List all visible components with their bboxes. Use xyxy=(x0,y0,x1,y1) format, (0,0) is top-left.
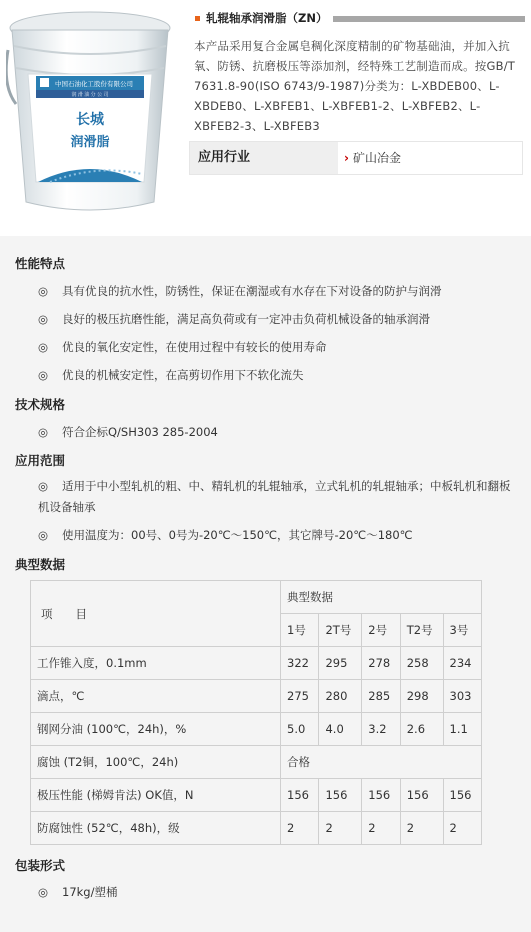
title-marker-icon xyxy=(195,16,200,21)
application-value-text: 矿山冶金 xyxy=(352,151,401,165)
application-label: 应用行业 xyxy=(190,142,338,174)
list-item: ◎ 符合企标Q/SH303 285-2004 xyxy=(38,425,218,439)
bucket-company-text: 中国石油化工股份有限公司 xyxy=(55,81,133,88)
row-label: 极压性能 (梯姆肯法) OK值，N xyxy=(31,779,281,812)
list-item: ◎ 17kg/塑桶 xyxy=(38,885,118,899)
bucket-sub-text: 润 滑 油 分 公 司 xyxy=(71,92,109,98)
table-group-header: 典型数据 xyxy=(281,581,482,614)
table-cell: 303 xyxy=(443,680,482,713)
data-heading: 典型数据 xyxy=(15,557,66,572)
table-cell: 275 xyxy=(281,680,319,713)
packaging-heading: 包装形式 xyxy=(15,858,66,873)
title-divider xyxy=(333,16,525,22)
table-cell: 5.0 xyxy=(281,713,319,746)
grade-header: T2号 xyxy=(400,614,443,647)
features-heading: 性能特点 xyxy=(15,256,66,271)
list-item: ◎ 使用温度为：00号、0号为-20℃～150℃，其它牌号-20℃～180℃ xyxy=(38,528,413,542)
table-cell: 2 xyxy=(400,812,443,845)
grade-header: 2号 xyxy=(362,614,400,647)
table-cell: 156 xyxy=(443,779,482,812)
table-cell: 2 xyxy=(362,812,400,845)
circle-bullet-icon: ◎ xyxy=(38,479,49,493)
scope-heading: 应用范围 xyxy=(15,453,66,468)
table-cell: 298 xyxy=(400,680,443,713)
row-label: 防腐蚀性 (52℃，48h)，级 xyxy=(31,812,281,845)
arrow-right-icon: › xyxy=(344,151,349,165)
table-cell: 1.1 xyxy=(443,713,482,746)
circle-bullet-icon: ◎ xyxy=(38,885,49,899)
table-cell: 278 xyxy=(362,647,400,680)
table-cell: 合格 xyxy=(281,746,482,779)
row-label: 腐蚀 (T2铜，100℃，24h) xyxy=(31,746,281,779)
grade-header: 1号 xyxy=(281,614,319,647)
application-row xyxy=(189,141,523,175)
list-item: ◎ 优良的机械安定性，在高剪切作用下不软化流失 xyxy=(38,368,304,382)
product-title-bar xyxy=(195,10,525,26)
table-cell: 4.0 xyxy=(319,713,362,746)
table-cell: 234 xyxy=(443,647,482,680)
table-cell: 2 xyxy=(319,812,362,845)
bucket-brand-text: 长城 xyxy=(76,112,104,128)
spec-heading: 技术规格 xyxy=(15,397,66,412)
list-item: ◎ 具有优良的抗水性，防锈性，保证在潮湿或有水存在下对设备的防护与润滑 xyxy=(38,284,442,298)
application-value[interactable] xyxy=(338,142,522,174)
row-label: 工作锥入度，0.1mm xyxy=(31,647,281,680)
table-cell: 295 xyxy=(319,647,362,680)
product-description: 本产品采用复合金属皂稠化深度精制的矿物基础油，并加入抗氧、防锈、抗磨极压等添加剂，经特殊工艺制造而成。按GB/T 7631.8-90(ISO 6743/9-1987)分类为：L-XBDEB00、L-XBDEB0、L-XBFEB1、L-XBFEB1-2、L-XBFEB2、L-XBFEB2-3、L-XBFEB3 xyxy=(194,39,515,133)
table-cell: 322 xyxy=(281,647,319,680)
circle-bullet-icon: ◎ xyxy=(38,284,49,298)
row-label: 滴点，℃ xyxy=(31,680,281,713)
grade-header: 2T号 xyxy=(319,614,362,647)
table-cell: 258 xyxy=(400,647,443,680)
list-item: ◎ 适用于中小型轧机的粗、中、精轧机的轧辊轴承，立式轧机的轧辊轴承；中板轧机和翻板机设备轴承 xyxy=(38,476,518,518)
typical-data-table xyxy=(30,580,482,845)
circle-bullet-icon: ◎ xyxy=(38,368,49,382)
table-cell: 285 xyxy=(362,680,400,713)
table-cell: 156 xyxy=(362,779,400,812)
table-cell: 2 xyxy=(443,812,482,845)
table-cell: 2 xyxy=(281,812,319,845)
grease-bucket-image xyxy=(6,6,174,214)
table-cell: 156 xyxy=(319,779,362,812)
table-cell: 3.2 xyxy=(362,713,400,746)
table-row xyxy=(31,713,482,746)
product-title: 轧辊轴承润滑脂（ZN） xyxy=(206,11,328,25)
list-item: ◎ 良好的极压抗磨性能，满足高负荷或有一定冲击负荷机械设备的轴承润滑 xyxy=(38,312,430,326)
circle-bullet-icon: ◎ xyxy=(38,340,49,354)
grade-header: 3号 xyxy=(443,614,482,647)
table-cell: 2.6 xyxy=(400,713,443,746)
table-row xyxy=(31,779,482,812)
product-header xyxy=(0,0,531,226)
circle-bullet-icon: ◎ xyxy=(38,528,49,542)
table-row xyxy=(31,647,482,680)
table-cell: 156 xyxy=(400,779,443,812)
circle-bullet-icon: ◎ xyxy=(38,312,49,326)
table-row xyxy=(31,812,482,845)
table-cell: 280 xyxy=(319,680,362,713)
bucket-name-text: 润滑脂 xyxy=(70,135,110,150)
table-row xyxy=(31,680,482,713)
list-item: ◎ 优良的氧化安定性，在使用过程中有较长的使用寿命 xyxy=(38,340,327,354)
circle-bullet-icon: ◎ xyxy=(38,425,49,439)
table-cell: 156 xyxy=(281,779,319,812)
table-row xyxy=(31,746,482,779)
row-label: 钢网分油 (100℃，24h)，% xyxy=(31,713,281,746)
table-item-header: 项 目 xyxy=(31,581,281,647)
